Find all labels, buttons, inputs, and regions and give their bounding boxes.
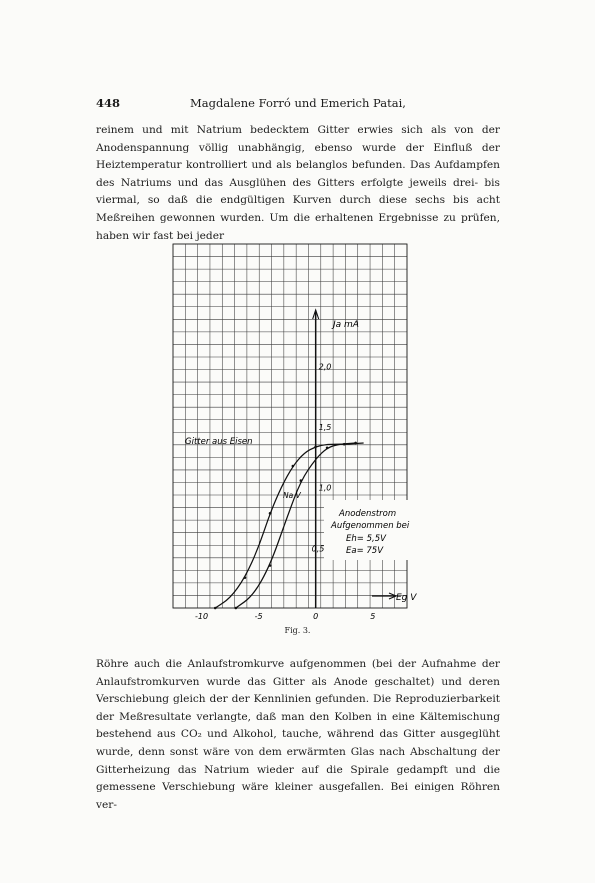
x-tick-label: 0 [313, 612, 319, 621]
series-label-nav: Na V [283, 491, 301, 500]
data-point [354, 442, 357, 445]
paragraph-top: reinem und mit Natrium bedecktem Gitter erwies sich als von der Anodenspannung völlig unabhängig, ebenso wurde der Einfluß der Heiztemperatur kontrolliert und als belanglos befunden. Das Aufdampfen des Natriums und das Ausglühen des Gitters erfolgte jeweils drei- bis viermal, so daß die endgültigen Kurven durch diese sechs bis acht Meßreihen gewonnen wurden. Um die erhaltenen Ergebnisse zu prüfen, haben wir fast bei jeder [96, 124, 500, 242]
y-tick-label: 0,5 [311, 544, 325, 554]
legend-line-2: Aufgenommen bei [331, 521, 410, 531]
x-tick-label: -10 [194, 612, 209, 621]
legend-line-1: Anodenstrom [339, 509, 397, 519]
data-point [269, 564, 272, 567]
data-point [314, 445, 317, 448]
series-label-gitter: Gitter aus Eisen [185, 437, 253, 447]
data-point [269, 512, 272, 515]
figure-caption: Fig. 3. [284, 626, 311, 635]
y-tick-label: 1,5 [318, 423, 332, 432]
running-title: Magdalene Forró und Emerich Patai, [190, 96, 406, 110]
legend-line-4: Ea= 75V [346, 546, 384, 556]
y-tick-label: 2,0 [318, 362, 332, 372]
data-point [244, 576, 247, 579]
data-point [234, 607, 237, 610]
x-tick-label: 5 [370, 612, 376, 621]
x-axis-label: Eg V [396, 593, 417, 603]
paragraph-bottom: Röhre auch die Anlaufstromkurve aufgenommen (bei der Aufnahme der Anlaufstromkurven wurde das Gitter als Anode geschaltet) und deren Verschiebung gleich der der Kennlinien gefunden. Die Reproduzierbarkeit der Meßresultate verlangte, daß man den Kolben in eine Kältemischung bestehend aus CO₂ und Alkohol, tauche, während das Gitter ausgeglüht wurde, denn sonst wäre von dem erwärmten Glas nach Abschaltung der Gitterheizung das Natrium wieder auf die Spirale gedampft und die gemessene Verschiebung wäre kleiner ausgefallen. Bei einigen Röhren ver- [96, 658, 500, 811]
data-point [292, 465, 295, 468]
data-point [326, 447, 329, 450]
data-point [214, 607, 217, 610]
page-number: 448 [96, 96, 121, 110]
chart-axes [313, 310, 396, 608]
x-tick-label: -5 [254, 612, 263, 621]
data-point [300, 479, 303, 482]
y-axis-label: Ja mA [333, 320, 359, 330]
y-tick-label: 1,0 [318, 483, 332, 493]
legend-line-3: Eh= 5,5V [346, 534, 386, 544]
